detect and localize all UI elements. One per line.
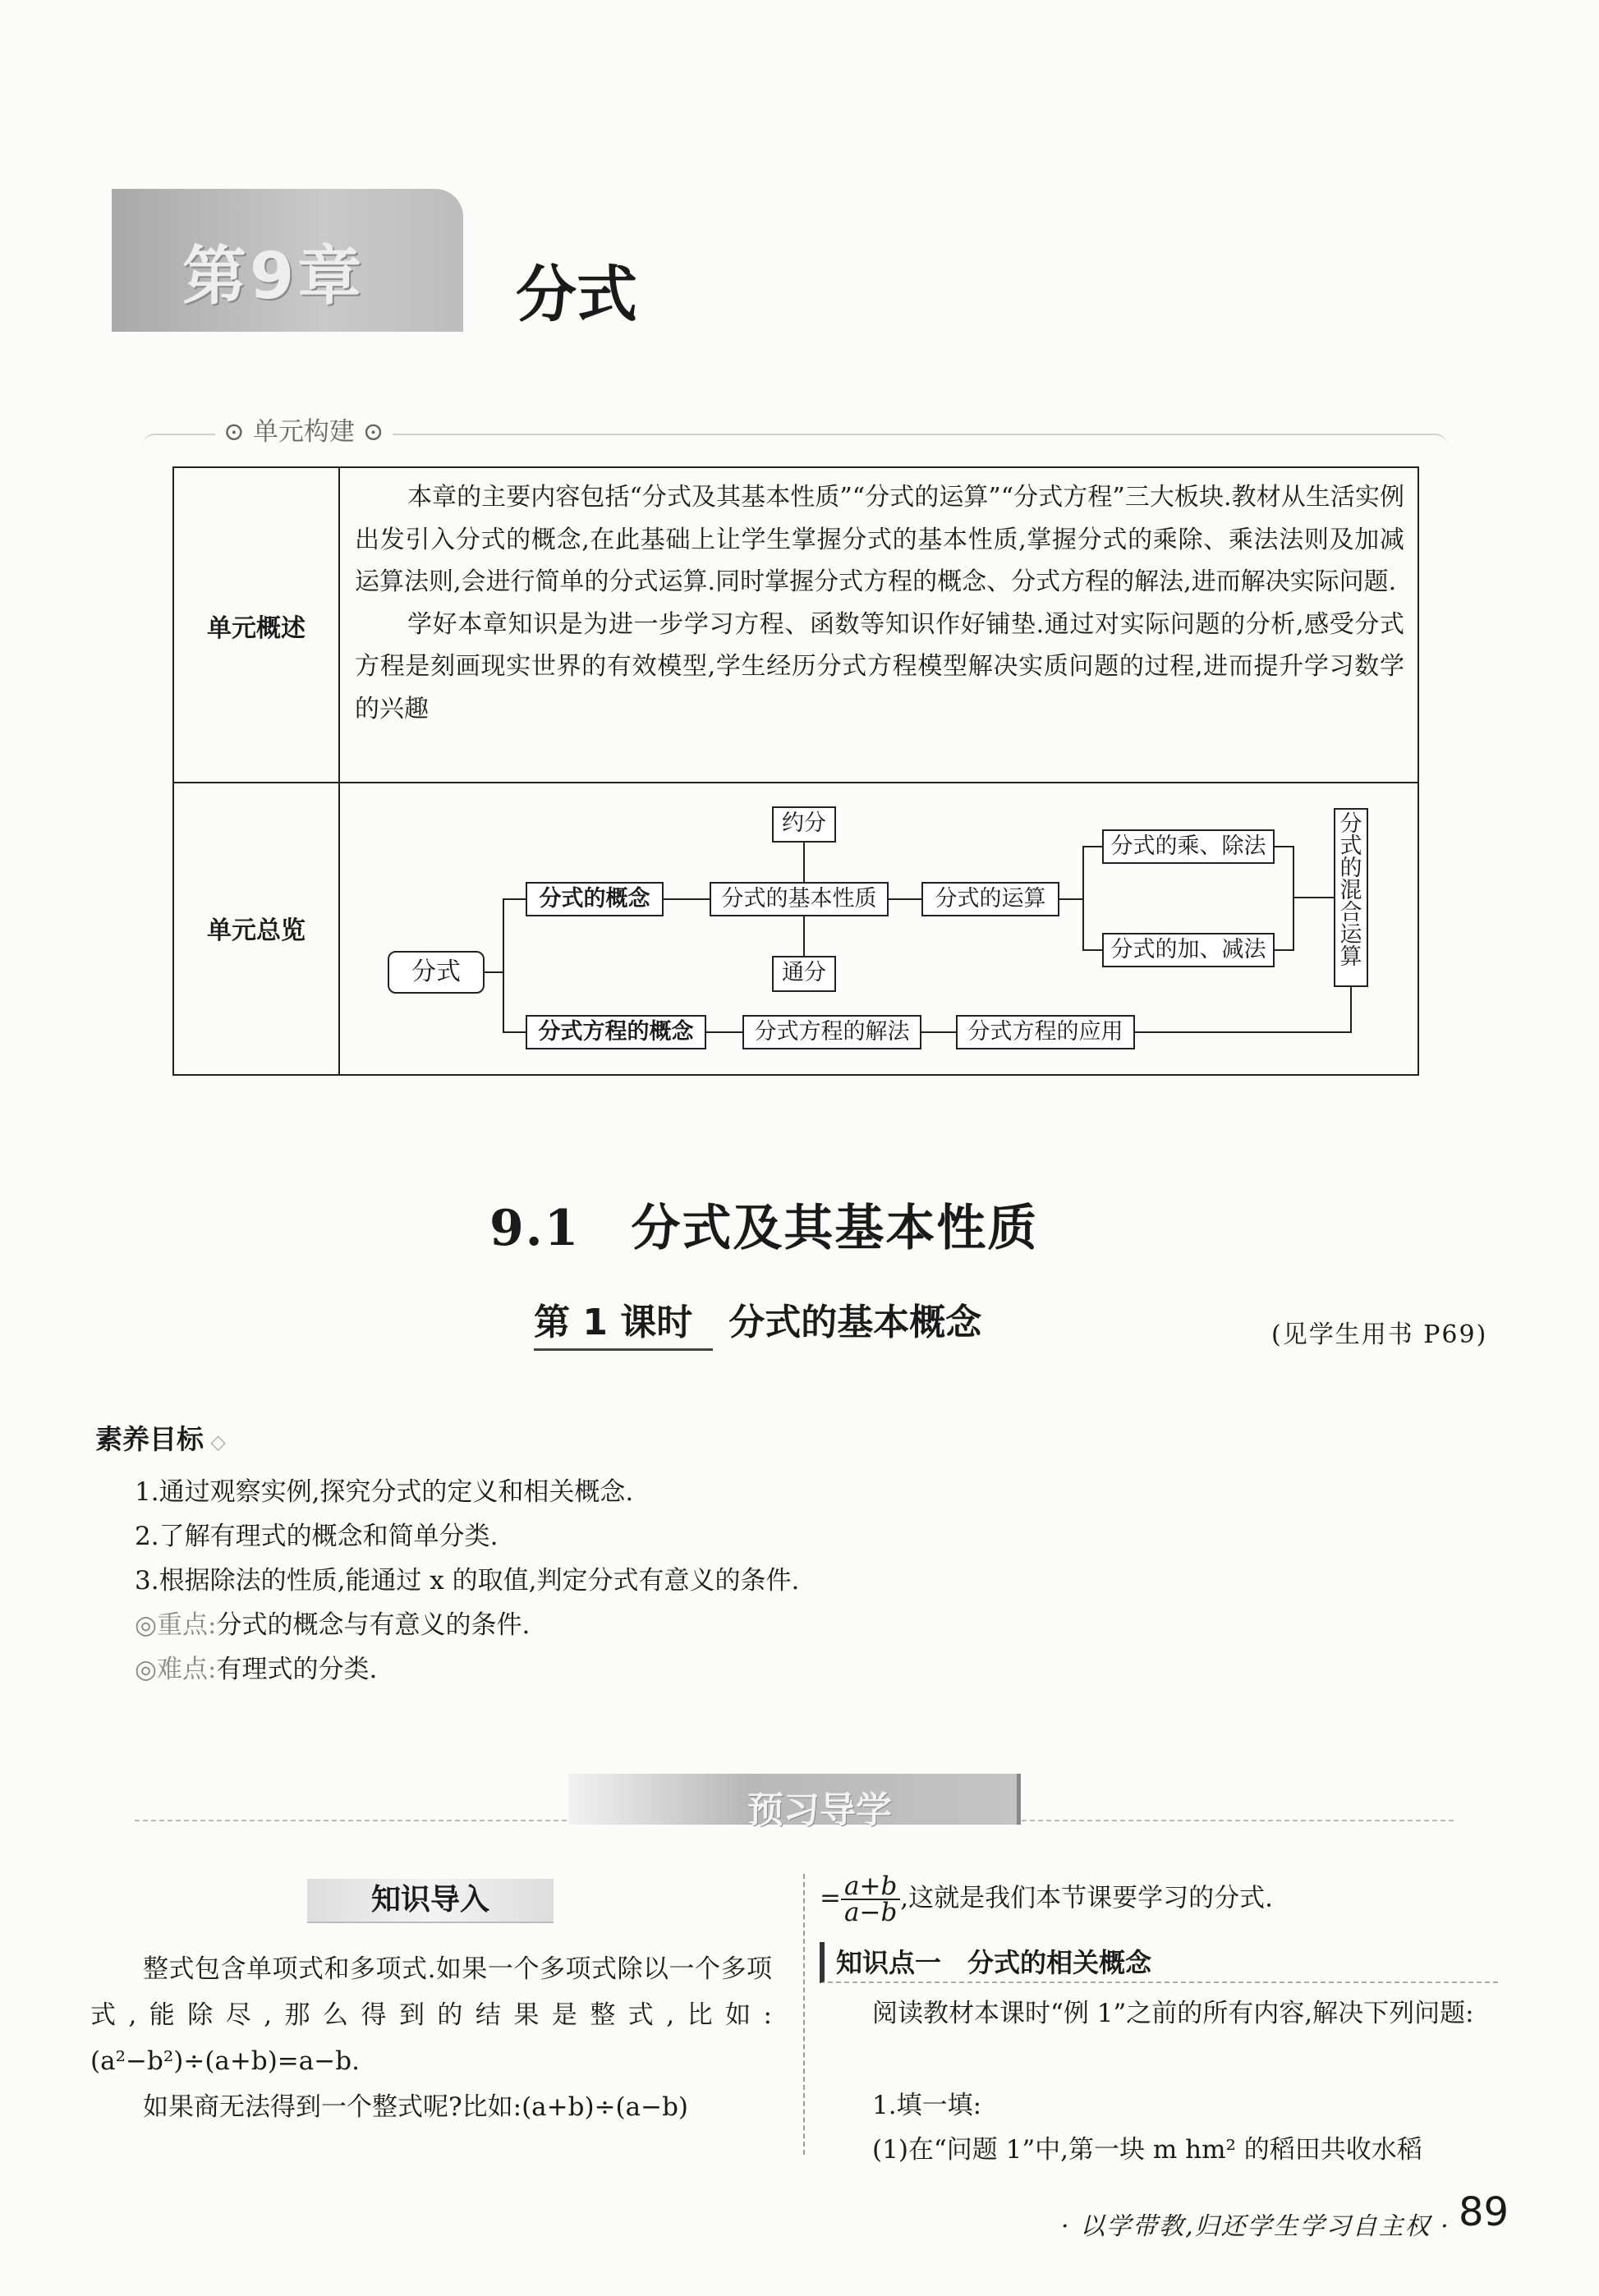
knowledge-point-heading: 知识点一 分式的相关概念 bbox=[820, 1942, 1498, 1983]
connector bbox=[1350, 987, 1352, 1033]
kp-paragraph-2: 1.填一填: bbox=[872, 2091, 982, 2120]
equals-sign: = bbox=[820, 1883, 841, 1913]
intro-paragraph-2: 如果商无法得到一个整式呢?比如:(a+b)÷(a−b) bbox=[143, 2092, 689, 2122]
lesson-title: 第 1 课时 分式的基本概念 bbox=[534, 1302, 982, 1343]
column-divider bbox=[803, 1874, 805, 2155]
goal-item: 3.根据除法的性质,能通过 x 的取值,判定分式有意义的条件. bbox=[135, 1566, 800, 1596]
connector bbox=[503, 898, 526, 900]
unit-label: ⊙ 单元构建 ⊙ bbox=[215, 411, 393, 448]
connector bbox=[1135, 1031, 1352, 1033]
preview-banner bbox=[568, 1774, 1021, 1831]
node-basic-property: 分式的基本性质 bbox=[710, 882, 889, 916]
overview-heading: 单元概述 bbox=[207, 614, 306, 643]
node-equation-solution: 分式方程的解法 bbox=[742, 1015, 921, 1049]
fraction-numerator: a+b bbox=[841, 1874, 900, 1900]
goals-heading bbox=[95, 1418, 226, 1457]
difficult-point-label: ◎难点: bbox=[135, 1655, 217, 1684]
connector bbox=[1275, 846, 1293, 847]
node-mul-div: 分式的乘、除法 bbox=[1102, 829, 1275, 864]
connector bbox=[706, 1031, 742, 1033]
lesson-underline bbox=[534, 1348, 713, 1351]
connector bbox=[1082, 846, 1102, 847]
diamond-icon: ◇ bbox=[204, 1430, 226, 1453]
connector bbox=[1293, 846, 1294, 951]
key-point-text: 分式的概念与有意义的条件. bbox=[216, 1610, 531, 1640]
goal-item: 2.了解有理式的概念和简单分类. bbox=[135, 1522, 499, 1551]
key-point bbox=[135, 1604, 530, 1641]
connector bbox=[803, 843, 805, 882]
difficult-point-text: 有理式的分类. bbox=[216, 1655, 378, 1684]
connector bbox=[1082, 949, 1102, 951]
connector bbox=[1275, 949, 1293, 951]
overview-paragraph-2: 学好本章知识是为进一步学习方程、函数等知识作好铺垫.通过对实际问题的分析,感受分式方程是刻画现实世界的有效模型,学生经历分式方程模型解决实质问题的过程,进而提升学习数学的兴趣 bbox=[355, 609, 1404, 723]
connector bbox=[503, 1031, 526, 1033]
difficult-point bbox=[135, 1648, 377, 1685]
node-concept: 分式的概念 bbox=[526, 882, 664, 916]
goals-heading-text: 素养目标 bbox=[95, 1423, 204, 1455]
overview-text bbox=[355, 476, 1404, 730]
connector bbox=[664, 898, 710, 900]
preview-banner-text: 预习导学 bbox=[747, 1789, 892, 1831]
footer-slogan: · 以学带教,归还学生学习自主权 · bbox=[1061, 2212, 1450, 2241]
kp-paragraph-1: 阅读教材本课时“例 1”之前的所有内容,解决下列问题: bbox=[872, 1999, 1474, 2028]
table-row-divider bbox=[174, 782, 1418, 783]
intro-paragraph-1: 整式包含单项式和多项式.如果一个多项式除以一个多项式,能除尽,那么得到的结果是整式,比如:(a²−b²)÷(a+b)=a−b. bbox=[90, 1954, 772, 2076]
summary-heading: 单元总览 bbox=[207, 916, 306, 945]
lesson-reference: (见学生用书 P69) bbox=[1271, 1320, 1488, 1349]
fraction-line bbox=[820, 1871, 1501, 1927]
connector bbox=[1293, 897, 1334, 898]
section-title: 9.1 分式及其基本性质 bbox=[489, 1200, 1039, 1257]
fraction-denominator: a−b bbox=[843, 1898, 898, 1927]
page-number: 89 bbox=[1459, 2189, 1509, 2235]
knowledge-intro-heading: 知识导入 bbox=[307, 1879, 554, 1923]
node-operations: 分式的运算 bbox=[921, 882, 1059, 916]
overview-paragraph-1: 本章的主要内容包括“分式及其基本性质”“分式的运算”“分式方程”三大板块.教材从生活实例出发引入分式的概念,在此基础上让学生掌握分式的基本性质,掌握分式的乘除、乘法法则及加减运算法则,会进行简单的分式运算.同时掌握分式方程的概念、分式方程的解法,进而解决实际问题. bbox=[355, 483, 1404, 596]
node-add-sub: 分式的加、减法 bbox=[1102, 933, 1275, 967]
chapter-badge bbox=[112, 189, 463, 332]
node-equation-concept: 分式方程的概念 bbox=[526, 1015, 706, 1049]
fraction bbox=[841, 1871, 900, 1927]
node-equation-application: 分式方程的应用 bbox=[956, 1015, 1135, 1049]
connector bbox=[889, 898, 921, 900]
node-reduce: 约分 bbox=[772, 806, 836, 843]
fraction-suffix: ,这就是我们本节课要学习的分式. bbox=[900, 1883, 1274, 1913]
chapter-number: 第9章 bbox=[182, 240, 365, 314]
key-point-label: ◎重点: bbox=[135, 1610, 217, 1640]
unit-table bbox=[172, 466, 1419, 1076]
connector bbox=[503, 898, 504, 1033]
kp-paragraph-3: (1)在“问题 1”中,第一块 m hm² 的稻田共收水稻 bbox=[872, 2135, 1422, 2165]
node-root: 分式 bbox=[388, 951, 485, 994]
goal-item: 1.通过观察实例,探究分式的定义和相关概念. bbox=[135, 1477, 634, 1507]
node-mixed: 分式的混合运算 bbox=[1334, 808, 1368, 987]
connector bbox=[1059, 898, 1082, 900]
connector bbox=[485, 971, 503, 973]
node-common-denominator: 通分 bbox=[772, 956, 836, 992]
connector bbox=[921, 1031, 956, 1033]
connector bbox=[803, 916, 805, 956]
chapter-title: 分式 bbox=[516, 259, 637, 330]
connector bbox=[1082, 846, 1084, 951]
table-column-divider bbox=[338, 468, 340, 1074]
